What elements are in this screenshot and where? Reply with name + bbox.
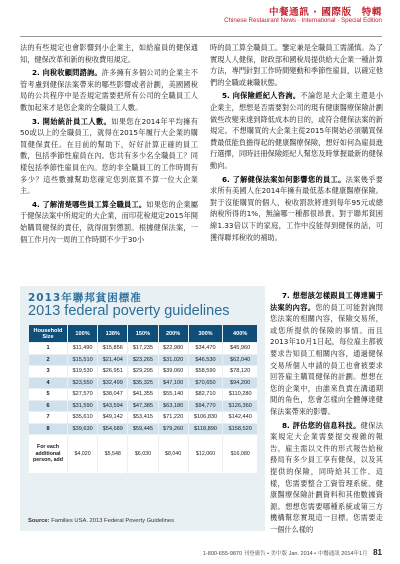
column-header: 200% bbox=[159, 325, 188, 342]
table-cell: $118,890 bbox=[189, 424, 223, 435]
table-cell: $62,040 bbox=[223, 355, 257, 366]
paragraph bbox=[20, 67, 198, 113]
header-divider bbox=[20, 36, 382, 37]
table-row bbox=[29, 424, 257, 435]
table-cell: $106,830 bbox=[189, 412, 223, 423]
footer-text: 1-800-655-9870 刊登廣告 • 美中版 Jan. 2014 • 中餐通訊 2014年1月 bbox=[202, 551, 368, 557]
table-row bbox=[29, 343, 257, 354]
table-cell: $45,960 bbox=[223, 343, 257, 354]
table-cell: $47,100 bbox=[159, 378, 188, 389]
table-source bbox=[28, 518, 174, 524]
box-title-zh: 2013年聯邦貧困標准 bbox=[28, 292, 142, 304]
paragraph-heading: 7. 想想該怎樣跟員工傳達關于法案的內容。 bbox=[270, 291, 383, 312]
column-header: 138% bbox=[98, 325, 127, 342]
table-cell: $126,360 bbox=[223, 401, 257, 412]
header-title-en: Chinese Restaurant News · International · Special Edition bbox=[224, 16, 382, 24]
table-cell: $94,200 bbox=[223, 378, 257, 389]
table-cell: $5,548 bbox=[98, 435, 127, 473]
paragraph bbox=[20, 199, 198, 245]
paragraph-text: 如果您的企業屬于健保法案中所規定的大企業，而印花稅規定2015年開始購買健保的責任，就得面對懲罰。根據健保法案，一個工作月內一周的工作時間不少于30小 bbox=[20, 199, 198, 244]
table-cell: $55,140 bbox=[159, 389, 188, 400]
table-row bbox=[29, 389, 257, 400]
publication-header bbox=[224, 8, 382, 24]
table-cell: $23,265 bbox=[128, 355, 157, 366]
paragraph-text: 不論您是大企業主還是小企業主，想想是否需要對公司的現有健康醫療保險計劃做些改變來達到降低成本的目的，或符合健保法案的新規定。不想購買的大企業主從2015年開始必須購買保費最低能負擔得起的健康醫療保險，想好如何為雇員進行選擇，同時註冊保險經紀人幫您及時掌握最新的健保動向。 bbox=[210, 91, 383, 170]
table-cell: $46,530 bbox=[189, 355, 223, 366]
table-cell: $94,770 bbox=[189, 401, 223, 412]
page-number: 81 bbox=[373, 548, 382, 557]
household-size-cell: 5 bbox=[29, 389, 67, 400]
column-header: 100% bbox=[68, 325, 97, 342]
table-cell: $8,040 bbox=[159, 435, 188, 473]
table-row bbox=[29, 401, 257, 412]
paragraph-heading: 5. 向保險經紀人咨詢。 bbox=[222, 91, 301, 101]
table-cell: $49,142 bbox=[98, 412, 127, 423]
paragraph-text: 健保法案規定大企業需要提交複雜的報告。雇主需以文件的形式報告給稅務局有多少員工享有健保，以及其提供的保險，同時給其工作、這樣，您需要整合工資管理系統、健康醫療保險計劃資料和其他數據資源。想想您需要哪種系統或第三方機構幫您實現這一目標。您需要走一個什么樣的 bbox=[270, 420, 383, 534]
poverty-table bbox=[28, 324, 258, 474]
household-size-cell: 8 bbox=[29, 424, 67, 435]
paragraph bbox=[270, 420, 383, 536]
household-size-cell: 2 bbox=[29, 355, 67, 366]
table-cell: $15,510 bbox=[68, 355, 97, 366]
left-text-column bbox=[20, 42, 198, 247]
table-cell: $142,440 bbox=[223, 412, 257, 423]
source-label: Source: bbox=[28, 518, 50, 524]
right-lower-text-column bbox=[270, 290, 383, 537]
paragraph-text: 法案幾乎要求所有美國人在2014年擁有最低基本健康醫療保險。對于沒能購買的個人，稅收罰款將達到每年95元或總納稅所得的1%，無論哪一種都很昂貴。對于聯邦貧困線1.33倍以下的家庭，工作中沒能得到健保的話，可獲得聯邦稅收的補助。 bbox=[210, 174, 383, 242]
table-cell: $39,630 bbox=[68, 424, 97, 435]
table-cell: $41,355 bbox=[128, 389, 157, 400]
table-row bbox=[29, 378, 257, 389]
table-cell: $16,080 bbox=[223, 435, 257, 473]
table-cell: $54,689 bbox=[98, 424, 127, 435]
paragraph bbox=[20, 116, 198, 197]
table-cell: $70,650 bbox=[189, 378, 223, 389]
table-row bbox=[29, 412, 257, 423]
table-cell: $58,590 bbox=[189, 366, 223, 377]
table-cell: $12,060 bbox=[189, 435, 223, 473]
column-header: 400% bbox=[223, 325, 257, 342]
table-cell: $78,120 bbox=[223, 366, 257, 377]
paragraph-text: 您的員工可能對詢問您法案的相關內容，保險交易所，或您所提供的保險的事情。而且2013年10月1日起，每位雇主都被要求告知員工相關內容，通過健保交易所個人申請的員工也會被要求回答雇主購買健保的計劃。想想在您的企業中，由誰來負責在溝通期間的角色，您會怎樣向全體傳達健保法案帶來的影響。 bbox=[270, 302, 383, 416]
table-cell: $26,951 bbox=[98, 366, 127, 377]
table-cell: $19,530 bbox=[68, 366, 97, 377]
table-row bbox=[29, 435, 257, 473]
table-cell: $31,590 bbox=[68, 401, 97, 412]
household-size-cell: 3 bbox=[29, 366, 67, 377]
table-cell: $29,295 bbox=[128, 366, 157, 377]
household-size-cell: 7 bbox=[29, 412, 67, 423]
table-cell: $47,385 bbox=[128, 401, 157, 412]
table-row bbox=[29, 355, 257, 366]
paragraph-heading: 4. 了解清楚哪些員工算全職員工。 bbox=[32, 199, 147, 209]
column-header: Household Size bbox=[29, 325, 67, 342]
household-size-cell: 4 bbox=[29, 378, 67, 389]
page-footer bbox=[203, 548, 382, 557]
table-cell: $4,020 bbox=[68, 435, 97, 473]
table-cell: $23,550 bbox=[68, 378, 97, 389]
table-cell: $38,047 bbox=[98, 389, 127, 400]
table-cell: $15,856 bbox=[98, 343, 127, 354]
table-header-row bbox=[29, 325, 257, 342]
table-cell: $39,060 bbox=[159, 366, 188, 377]
table-cell: $11,490 bbox=[68, 343, 97, 354]
column-header: 300% bbox=[189, 325, 223, 342]
table-cell: $79,260 bbox=[159, 424, 188, 435]
paragraph bbox=[210, 174, 383, 244]
header-title-zh: 中餐通訊 · 國際版 特輯 bbox=[268, 7, 382, 18]
poverty-guidelines-box bbox=[20, 286, 265, 531]
paragraph-heading: 6. 了解健保法案如何影響您的員工。 bbox=[222, 174, 346, 184]
paragraph-text: 許多擁有多個公司的企業主不管考慮到健保法案帶來的哪些影響或者計劃，美國國稅局的公共程序中是否規定需要把所有公司的全職員工人數加起來才是您企業的全職員工人數。 bbox=[20, 68, 198, 112]
table-cell: $27,570 bbox=[68, 389, 97, 400]
column-header: 150% bbox=[128, 325, 157, 342]
table-cell: $31,020 bbox=[159, 355, 188, 366]
paragraph bbox=[210, 90, 383, 171]
household-size-cell: 1 bbox=[29, 343, 67, 354]
right-text-column bbox=[210, 42, 383, 245]
paragraph-heading: 3. 開始統計員工人數。 bbox=[32, 116, 112, 126]
table-row bbox=[29, 366, 257, 377]
paragraph-heading: 8. 評估您的信息科技。 bbox=[282, 420, 361, 430]
box-title-en: 2013 federal poverty guidelines bbox=[28, 303, 230, 319]
paragraph bbox=[270, 290, 383, 418]
table-cell: $32,499 bbox=[98, 378, 127, 389]
paragraph-heading: 2. 向稅收顧問諮詢。 bbox=[32, 68, 102, 78]
table-cell: $22,980 bbox=[159, 343, 188, 354]
table-cell: $6,030 bbox=[128, 435, 157, 473]
table-cell: $17,235 bbox=[128, 343, 157, 354]
household-size-cell: 6 bbox=[29, 401, 67, 412]
paragraph-text: 法的有些規定也會影響到小企業主，如給雇員的健保通知，健保改革和新的稅收費用規定。 bbox=[20, 43, 198, 64]
household-size-cell: For each additional person, add bbox=[29, 435, 67, 473]
table-cell: $34,470 bbox=[189, 343, 223, 354]
source-text: Families USA. 2013 Federal Poverty Guidelines bbox=[51, 518, 174, 524]
table-cell: $21,404 bbox=[98, 355, 127, 366]
table-cell: $71,220 bbox=[159, 412, 188, 423]
table-cell: $63,180 bbox=[159, 401, 188, 412]
table-cell: $82,710 bbox=[189, 389, 223, 400]
paragraph-text: 如果您在2014年平均擁有50或以上的全職員工，就得在2015年履行大企業的購買健保責任。在目前的幫助下，好好計算正確的員工數，包括季節性雇員在內。您共有多少名全職員工？同樣包括季節性雇員在內。您的非全職員工的工作時間有多少？這些數據幫助您確定您到底算不算一位大企業主。 bbox=[20, 116, 198, 196]
paragraph-text: 時的員工算全職員工。鑒定兼是全職員工需謹慎。為了實現人人健保，財政部和國稅局提供給大企業一種計算方法，專門針對工作時間變動和季節性雇員，以確定他們的全職或兼職狀態。 bbox=[210, 43, 383, 87]
paragraph bbox=[210, 42, 383, 88]
table-cell: $110,280 bbox=[223, 389, 257, 400]
table-cell: $35,325 bbox=[128, 378, 157, 389]
table-cell: $35,610 bbox=[68, 412, 97, 423]
table-cell: $53,415 bbox=[128, 412, 157, 423]
table-cell: $59,445 bbox=[128, 424, 157, 435]
paragraph bbox=[20, 42, 198, 65]
table-cell: $158,520 bbox=[223, 424, 257, 435]
table-cell: $43,594 bbox=[98, 401, 127, 412]
